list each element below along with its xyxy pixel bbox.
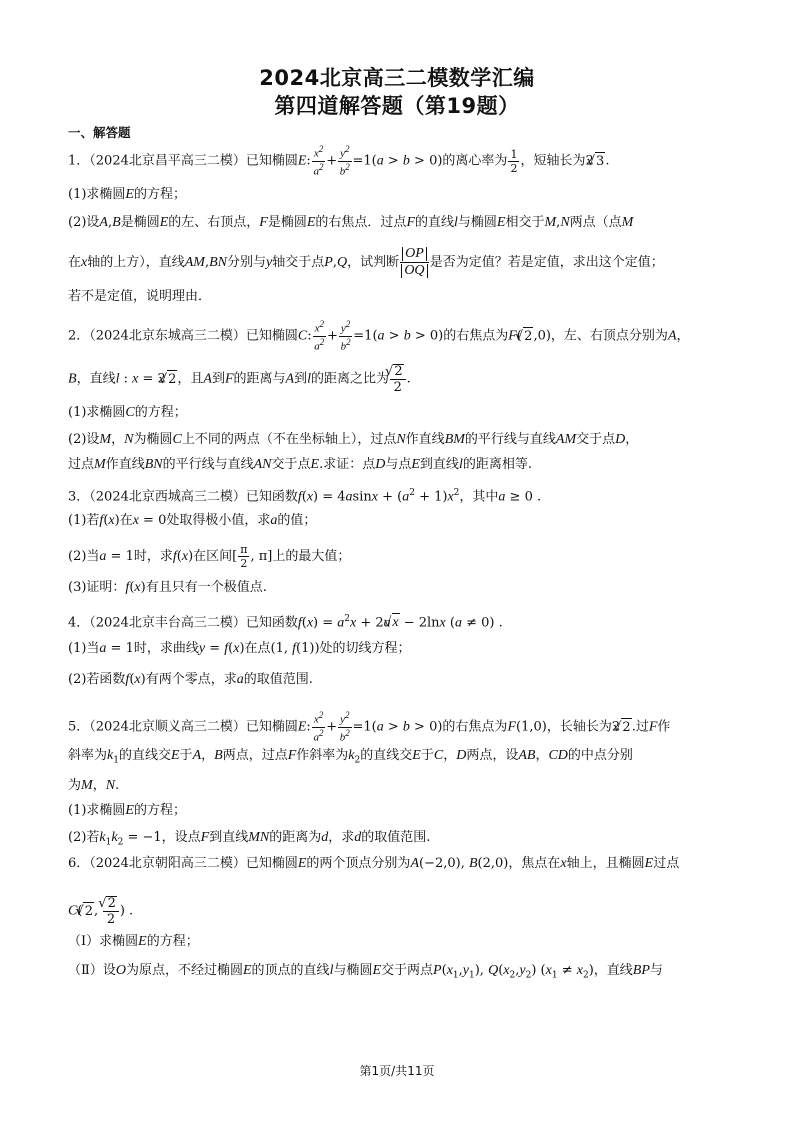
problem-2-q2-cont: 过点M作直线BN的平行线与直线AN交于点E.求证：点D与点E到直线l的距离相等. <box>68 457 532 472</box>
problem-1-intro: 1．（2024北京昌平高三二模）已知椭圆E: $\frac{x^2}{a^2}$ + $\frac{y^2}{b^2}$ =1(a > b > 0)的离心率为 $\frac{1}{2}$ ，短轴长为2√ 3. <box>68 145 609 177</box>
problem-4-q1: (1)当a = 1时，求曲线y = f(x)在点(1, f(1))处的切线方程； <box>68 641 411 656</box>
problem-2-q2: (2)设M，N为椭圆C上不同的两点（不在坐标轴上），过点N作直线BM的平行线与直线AM交于点D， <box>68 432 639 447</box>
problem-2-q1: (1)求椭圆C的方程； <box>68 405 187 420</box>
problem-1-q1: (1)求椭圆E的方程； <box>68 187 186 202</box>
problem-1-q2-end: 若不是定值，说明理由． <box>68 289 212 304</box>
problem-5-q1: (1)求椭圆E的方程； <box>68 803 186 818</box>
problem-2-intro: 2．（2024北京东城高三二模）已知椭圆C: $\frac{x^2}{a^2}$ + $\frac{y^2}{b^2}$ =1(a > b > 0)的右焦点为F(√ 2,0)，左、右顶点分别为A， <box>68 320 690 352</box>
problem-6-intro: 6．（2024北京朝阳高三二模）已知椭圆E的两个顶点分别为A(−2,0), B(2,0)，焦点在x轴上，且椭圆E过点 <box>68 856 680 871</box>
problem-4-intro: 4．（2024北京丰台高三二模）已知函数$f(x) = a^2x + 2a√$ x − 2lnx (a ≠ 0) . <box>68 610 503 632</box>
page-subtitle: 第四道解答题（第19题） <box>274 94 520 118</box>
problem-5-q2: (2)若$k_1k_2 = -1$，设点F到直线MN的距离为d，求d的取值范围. <box>68 830 431 848</box>
problem-1-q2-cont: 在x轴的上方），直线AM,BN分别与y轴交于点P,Q，试判断 $\frac{OP}{OQ}$ 是否为定值？若是定值，求出这个定值； <box>68 246 664 278</box>
problem-6-point: C(√ 2, √ $\frac{2}{2}$ ) . <box>68 896 133 926</box>
problem-3-q2: (2)当a = 1时，求f(x)在区间[ $\frac{\pi}{2}$ , π]上的最大值； <box>68 543 351 570</box>
page-footer: 第1页/共11页 <box>359 1064 435 1078</box>
problem-1-q2: (2)设A,B是椭圆E的左、右顶点，F是椭圆E的右焦点．过点F的直线l与椭圆E相交于M,N两点（点M <box>68 215 634 230</box>
section-heading: 一、解答题 <box>68 125 131 140</box>
page-title: 2024北京高三二模数学汇编 <box>259 66 535 90</box>
problem-3-q3: (3)证明：f(x)有且只有一个极值点. <box>68 580 267 595</box>
problem-3-intro: 3．（2024北京西城高三二模）已知函数$f(x) = 4asinx + (a^2 + 1)x^2$，其中a ≥ 0 . <box>68 488 542 505</box>
problem-6-q2: （Ⅱ）设O为原点，不经过椭圆E的顶点的直线l与椭圆E交于两点$P(x_1,y_1)$, $Q(x_2,y_2) (x_1 \ne x_2)$，直线BP与 <box>68 963 663 981</box>
problem-3-q1: (1)若f(x)在x = 0处取得极小值，求a的值； <box>68 513 317 528</box>
problem-6-q1: （Ⅰ）求椭圆E的方程； <box>68 934 199 949</box>
problem-5-line2: 斜率为$k_1$的直线交E于A，B两点，过点F作斜率为$k_2$的直线交E于C，D两点，设AB，CD的中点分别 <box>68 748 633 766</box>
problem-2-line2: B，直线l : x = 2√ 2，且A到F的距离与A到l的距离之比为 √ $\frac{2}{2}$ . <box>68 364 411 394</box>
problem-4-q2: (2)若函数f(x)有两个零点，求a的取值范围. <box>68 672 313 687</box>
problem-5-line3: 为M，N. <box>68 778 120 793</box>
problem-5-intro: 5．（2024北京顺义高三二模）已知椭圆E: $\frac{x^2}{a^2}$ + $\frac{y^2}{b^2}$ =1(a > b > 0)的右焦点为F(1,0)，长轴长为2√ 2.过F作 <box>68 711 670 743</box>
